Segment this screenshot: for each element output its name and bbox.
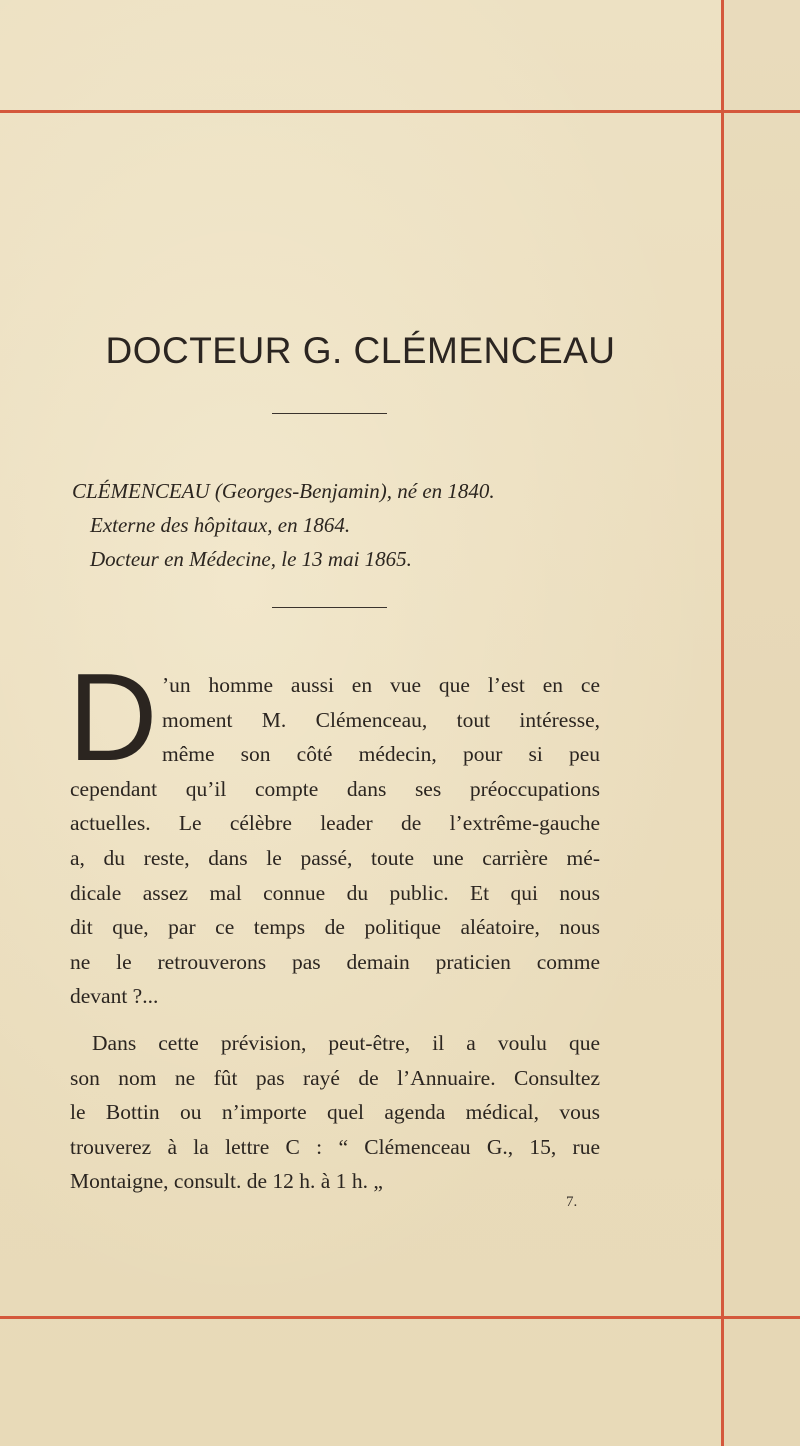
- text-line: même son côté médecin, pour si peu: [162, 742, 600, 767]
- page-number: 7.: [566, 1194, 578, 1210]
- bio-name-line: CLÉMENCEAU (Georges-Benjamin), né en 1840.: [72, 479, 495, 503]
- text-line: ’un homme aussi en vue que l’est en ce: [162, 673, 600, 697]
- text-line: le Bottin ou n’importe quel agenda médical, vous: [70, 1100, 600, 1125]
- text-line: son nom ne fût pas rayé de l’Annuaire. Consultez: [70, 1065, 600, 1090]
- text-line: dit que, par ce temps de politique aléatoire, nous: [70, 915, 600, 940]
- text-line: devant ?...: [70, 984, 159, 1009]
- page-title: DOCTEUR G. CLÉMENCEAU: [105, 330, 616, 371]
- text-line: trouverez à la lettre C : “ Clémenceau G., 15, rue: [70, 1134, 600, 1159]
- text-line: a, du reste, dans le passé, toute une carrière mé-: [70, 845, 600, 870]
- text-line: moment M. Clémenceau, tout intéresse,: [162, 707, 600, 732]
- bio-externe-line: Externe des hôpitaux, en 1864.: [90, 513, 351, 537]
- bio-separator: [272, 607, 387, 608]
- biography-block: [72, 474, 632, 576]
- text-line: ne le retrouverons pas demain praticien comme: [70, 949, 600, 974]
- outer-margin: [724, 0, 800, 1446]
- drop-cap: D: [68, 649, 158, 787]
- bio-docteur-line: Docteur en Médecine, le 13 mai 1865.: [90, 547, 412, 571]
- text-line: actuelles. Le célèbre leader de l’extrême-gauche: [70, 811, 600, 836]
- top-red-rule: [0, 110, 800, 113]
- text-line: Montaigne, consult. de 12 h. à 1 h. „: [70, 1169, 383, 1194]
- right-red-rule: [721, 0, 724, 1446]
- body-text: [70, 668, 600, 1199]
- text-line: Dans cette prévision, peut-être, il a voulu que: [92, 1030, 600, 1055]
- title-separator: [272, 413, 387, 414]
- text-line: cependant qu’il compte dans ses préoccupations: [70, 776, 600, 801]
- bottom-red-rule: [0, 1316, 800, 1319]
- text-line: dicale assez mal connue du public. Et qui nous: [70, 880, 600, 905]
